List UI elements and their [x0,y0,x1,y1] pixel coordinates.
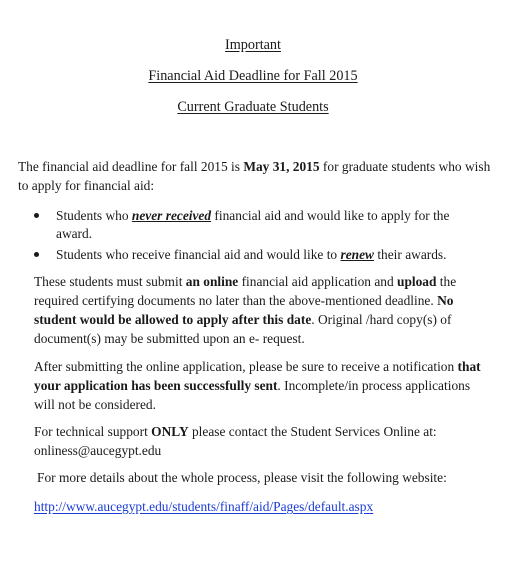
notification-text: . Incomplete/in process applications will not be considered. [34,378,471,412]
notification-text: After submitting the online application, please be sure to receive a notification [34,359,458,374]
submission-text: financial aid application and [238,274,397,289]
bullet-emphasis: renew [340,247,374,262]
submission-text: These students must submit [34,274,186,289]
bullet-text: their awards. [373,247,447,262]
support-text: please contact the Student Services Online at: onliness@aucegypt.edu [34,424,437,458]
list-item [34,246,482,264]
submission-bold: upload [397,274,437,289]
support-paragraph [34,422,489,460]
submission-paragraph [34,272,489,348]
submission-text: the required certifying documents no later than the above-mentioned deadline. [34,274,457,308]
list-item [34,207,482,243]
bullet-emphasis: never received [131,208,212,223]
notification-paragraph [34,357,489,414]
submission-bold: an online [185,274,239,289]
submission-bold: No student would be allowed to apply after this date [34,293,454,327]
intro-text-before: The financial aid deadline for fall 2015 is [18,159,244,174]
deadline-date: May 31, 2015 [243,159,320,174]
heading-audience: Current Graduate Students [177,99,329,115]
bullet-text: Students who [56,208,132,223]
heading-deadline-title: Financial Aid Deadline for Fall 2015 [148,68,358,84]
eligibility-list [34,207,482,264]
intro-paragraph [18,157,496,195]
intro-text-after: for graduate students who wish to apply for financial aid: [18,159,491,193]
bullet-icon [34,252,39,257]
bullet-text: financial aid and would like to apply for the award. [56,208,450,241]
details-paragraph: For more details about the whole process, please visit the following website: [37,470,447,485]
support-text: For technical support [34,424,152,439]
heading-important: Important [225,37,281,53]
bullet-text: Students who receive financial aid and would like to [56,247,341,262]
submission-text: . Original /hard copy(s) of document(s) may be submitted upon an e- request. [34,312,452,346]
support-bold: ONLY [151,424,189,439]
website-paragraph [34,497,489,516]
website-link[interactable]: http://www.aucegypt.edu/students/finaff/aid/Pages/default.aspx [34,499,374,514]
bullet-icon [34,213,39,218]
notification-bold: that your application has been successfully sent [34,359,481,393]
